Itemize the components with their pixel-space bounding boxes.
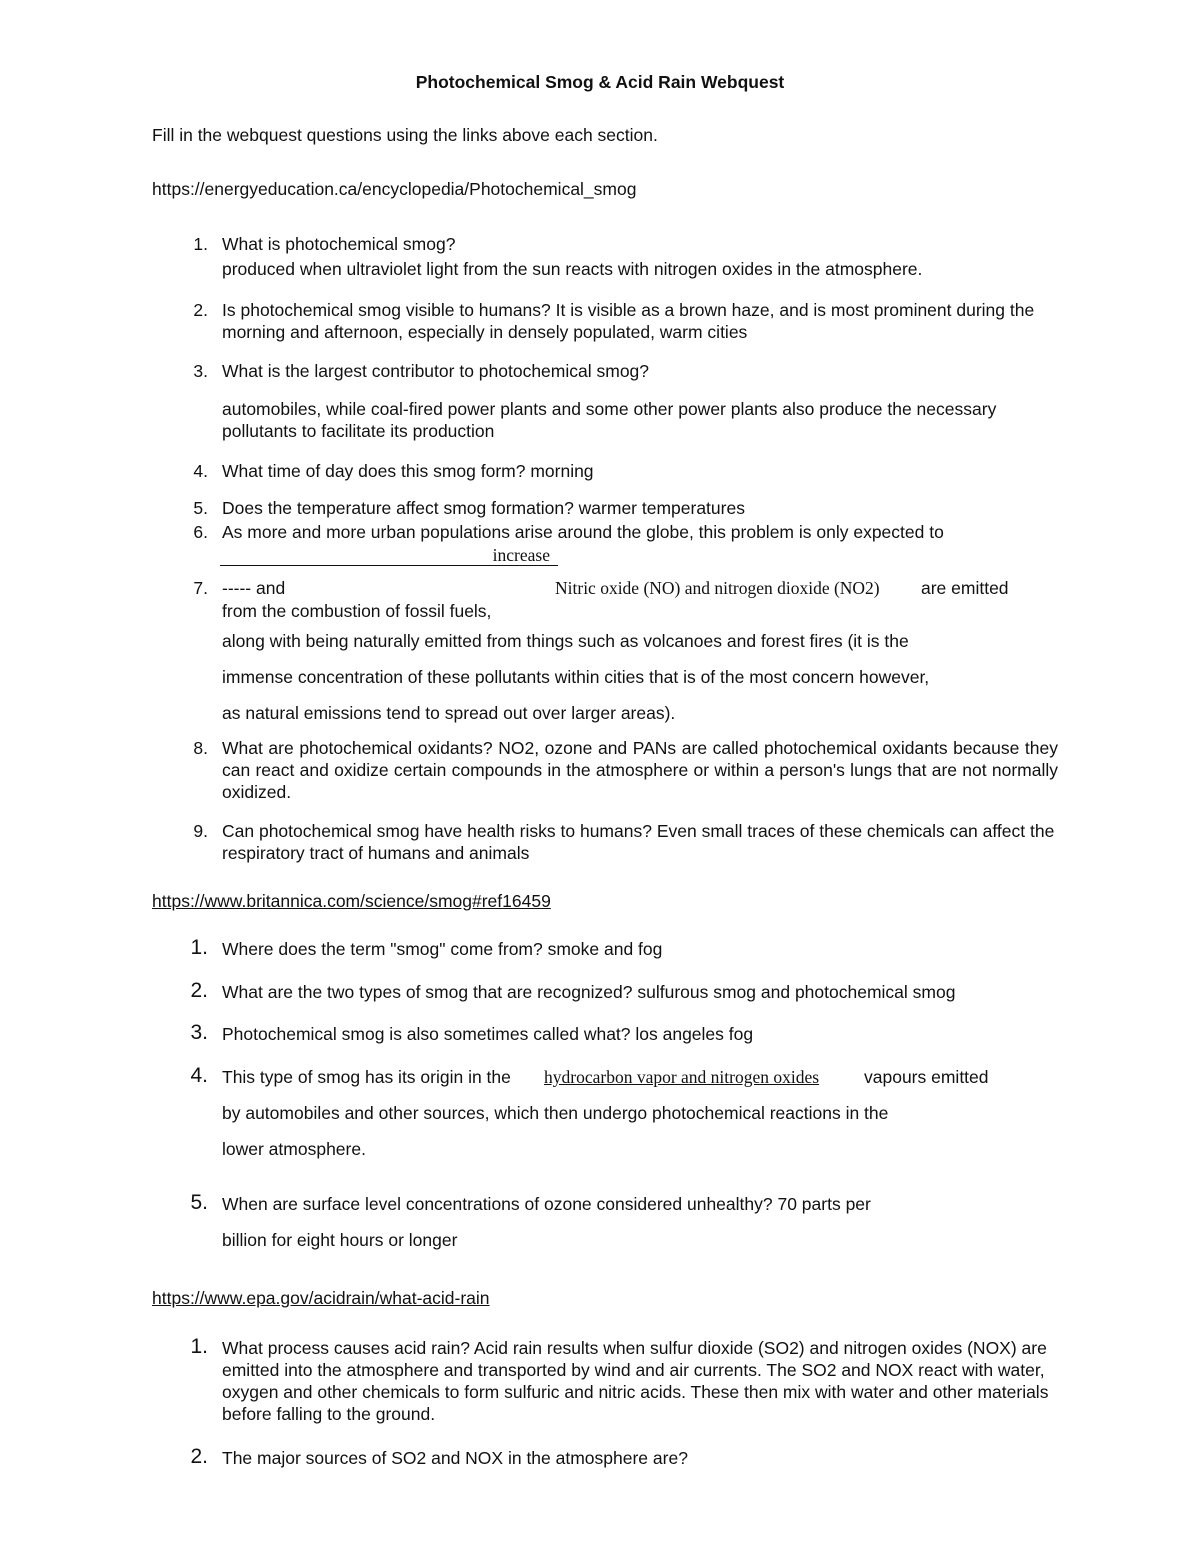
question-text: The major sources of SO2 and NOX in the atmosphere are? xyxy=(222,1448,688,1468)
section3-link[interactable]: https://www.epa.gov/acidrain/what-acid-rain xyxy=(152,1288,490,1308)
list-number: 8. xyxy=(193,738,208,758)
list-number: 4. xyxy=(193,461,208,481)
list-number: 9. xyxy=(193,821,208,841)
question-prefix: ----- and xyxy=(222,578,286,598)
question-text: What is photochemical smog? xyxy=(222,234,456,254)
answer-line: along with being naturally emitted from things such as volcanoes and forest fires (it is the xyxy=(222,631,909,651)
answer-line: from the combustion of fossil fuels, xyxy=(222,601,492,621)
list-number: 7. xyxy=(193,578,208,598)
list-number: 1. xyxy=(193,234,208,254)
question-text: What process causes acid rain? Acid rain results when sulfur dioxide (SO2) and nitrogen oxides (NOX) are emitted into the atmosphere and transported by wind and air currents. The SO2 and NOX react with water, oxygen and other chemicals to form sulfuric and nitric acids. These then mix with water and other materials before falling to the ground. xyxy=(222,1338,1049,1424)
list-number: 5. xyxy=(193,498,208,518)
answer-line: by automobiles and other sources, which then undergo photochemical reactions in the xyxy=(222,1103,889,1123)
list-number: 3. xyxy=(190,1021,208,1044)
answer-line: immense concentration of these pollutants within cities that is of the most concern however, xyxy=(222,667,930,687)
list-number: 4. xyxy=(190,1064,208,1087)
question-text: Photochemical smog is also sometimes called what? los angeles fog xyxy=(222,1024,754,1044)
answer-text: Nitric oxide (NO) and nitrogen dioxide (NO2) xyxy=(555,578,880,598)
list-number: 6. xyxy=(193,522,208,542)
list-number: 3. xyxy=(193,361,208,381)
list-number: 1. xyxy=(190,936,208,959)
question-text: What are photochemical oxidants? NO2, ozone and PANs are called photochemical oxidants because they can react and oxidize certain compounds in the atmosphere or within a person's lungs that are not normally oxidized. xyxy=(222,738,1058,802)
question-text: What time of day does this smog form? morning xyxy=(222,461,594,481)
question-text: Where does the term "smog" come from? smoke and fog xyxy=(222,939,663,959)
answer-line: lower atmosphere. xyxy=(222,1139,366,1159)
answer-line: as natural emissions tend to spread out over larger areas). xyxy=(222,703,676,723)
blank-answer: increase xyxy=(492,545,550,565)
list-number: 2. xyxy=(190,1445,208,1468)
list-number: 1. xyxy=(190,1335,208,1358)
answer-text: produced when ultraviolet light from the sun reacts with nitrogen oxides in the atmosphere. xyxy=(222,259,923,279)
answer-blank xyxy=(220,543,558,566)
list-number: 5. xyxy=(190,1191,208,1214)
question-prefix: This type of smog has its origin in the xyxy=(222,1067,511,1087)
answer-line: billion for eight hours or longer xyxy=(222,1230,458,1250)
question-text: As more and more urban populations arise around the globe, this problem is only expected to xyxy=(222,522,944,542)
question-text: Is photochemical smog visible to humans? It is visible as a brown haze, and is most prominent during the morning and afternoon, especially in densely populated, warm cities xyxy=(222,300,1035,342)
list-number: 2. xyxy=(190,979,208,1002)
section2-link[interactable]: https://www.britannica.com/science/smog#ref16459 xyxy=(152,891,551,911)
document-title: Photochemical Smog & Acid Rain Webquest xyxy=(415,72,785,92)
instructions: Fill in the webquest questions using the links above each section. xyxy=(152,125,658,145)
answer-text: automobiles, while coal-fired power plants and some other power plants also produce the necessary pollutants to facilitate its production xyxy=(222,399,997,441)
question-text: What is the largest contributor to photochemical smog? xyxy=(222,361,650,381)
question-text: What are the two types of smog that are recognized? sulfurous smog and photochemical smog xyxy=(222,982,956,1002)
question-suffix: vapours emitted xyxy=(864,1067,989,1087)
section1-link[interactable]: https://energyeducation.ca/encyclopedia/Photochemical_smog xyxy=(152,179,637,199)
list-number: 2. xyxy=(193,300,208,320)
answer-text: hydrocarbon vapor and nitrogen oxides xyxy=(544,1067,820,1087)
question-suffix: are emitted xyxy=(921,578,1009,598)
question-text: When are surface level concentrations of ozone considered unhealthy? 70 parts per xyxy=(222,1194,871,1214)
question-text: Can photochemical smog have health risks to humans? Even small traces of these chemicals can affect the respiratory tract of humans and animals xyxy=(222,821,1055,863)
question-text: Does the temperature affect smog formation? warmer temperatures xyxy=(222,498,745,518)
